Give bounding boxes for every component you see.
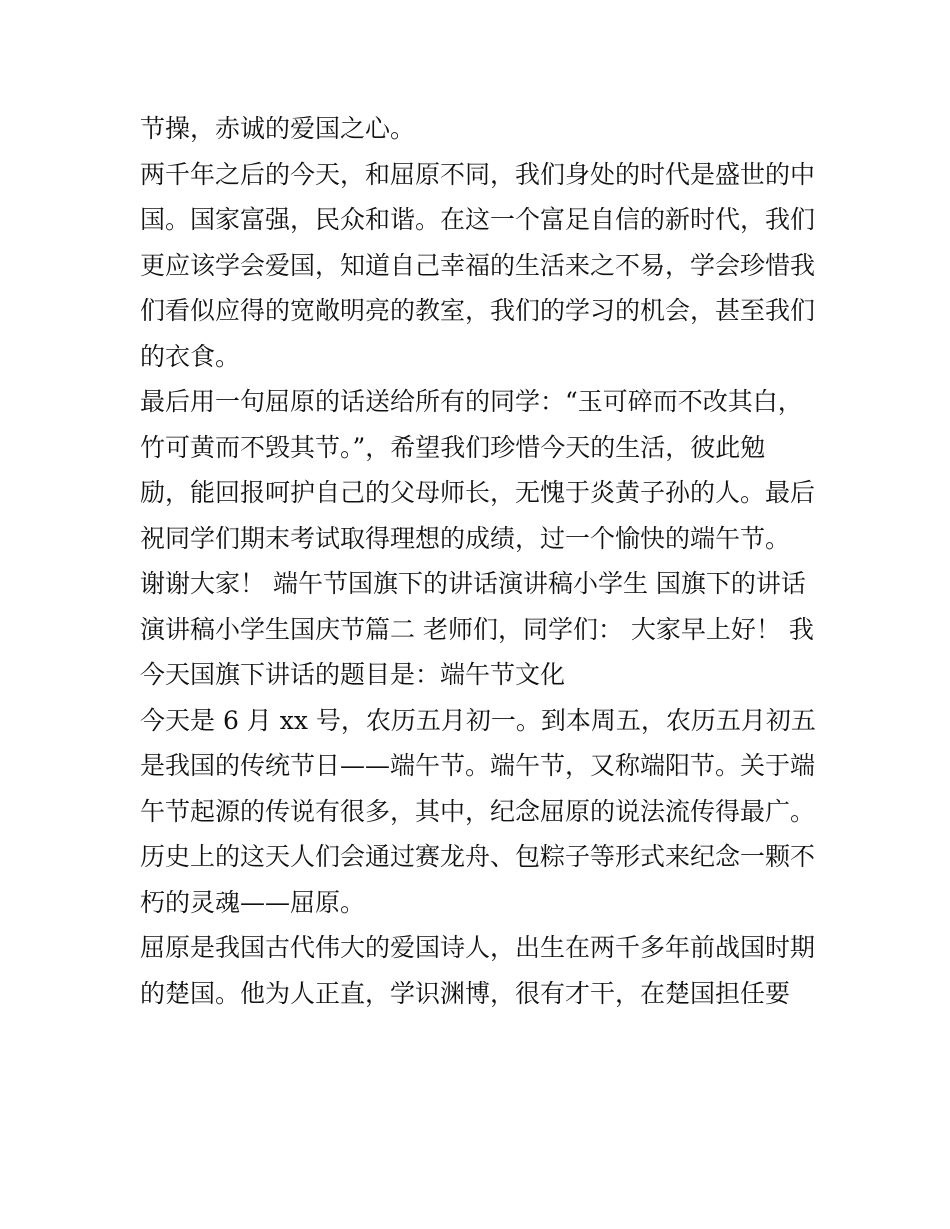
text-line: 竹可黄而不毁其节。”，希望我们珍惜今天的生活，彼此勉: [140, 432, 766, 462]
text-line: 屈原是我国古代伟大的爱国诗人，出生在两千多年前战国时期: [140, 933, 816, 962]
text-line: 祝同学们期末考试取得理想的成绩，过一个愉快的端午节。: [140, 523, 791, 553]
text-line: 励，能回报呵护自己的父母师长，无愧于炎黄子孙的人。最后: [140, 478, 816, 507]
text-line: 今天国旗下讲话的题目是：端午节文化: [140, 660, 566, 689]
document-body: [140, 106, 830, 1016]
text-line: 节操，赤诚的爱国之心。: [140, 114, 416, 143]
text-line: 的衣食。: [140, 341, 241, 371]
text-line: 历史上的这天人们会通过赛龙舟、包粽子等形式来纪念一颗不: [140, 842, 816, 871]
text-line: 最后用一句屈原的话送给所有的同学：“玉可碎而不改其白，: [140, 387, 803, 416]
text-line: 演讲稿小学生国庆节篇二 老师们，同学们： 大家早上好！ 我: [140, 614, 814, 644]
text-line: 们看似应得的宽敞明亮的教室，我们的学习的机会，甚至我们: [140, 296, 816, 325]
text-line: 更应该学会爱国，知道自己幸福的生活来之不易，学会珍惜我: [140, 250, 816, 280]
text-line: 的楚国。他为人正直，学识渊博，很有才干，在楚国担任要: [140, 978, 791, 1008]
text-line: 谢谢大家！ 端午节国旗下的讲话演讲稿小学生 国旗下的讲话: [140, 569, 806, 598]
text-line: 两千年之后的今天，和屈原不同，我们身处的时代是盛世的中: [140, 159, 816, 189]
text-line: 今天是 6 月 xx 号，农历五月初一。到本周五，农历五月初五: [140, 705, 816, 735]
text-line: 国。国家富强，民众和谐。在这一个富足自信的新时代，我们: [140, 205, 816, 234]
text-line: 朽的灵魂——屈原。: [140, 887, 366, 917]
text-line: 午节起源的传说有很多，其中，纪念屈原的说法流传得最广。: [140, 796, 816, 826]
text-line: 是我国的传统节日——端午节。端午节，又称端阳节。关于端: [140, 751, 816, 780]
